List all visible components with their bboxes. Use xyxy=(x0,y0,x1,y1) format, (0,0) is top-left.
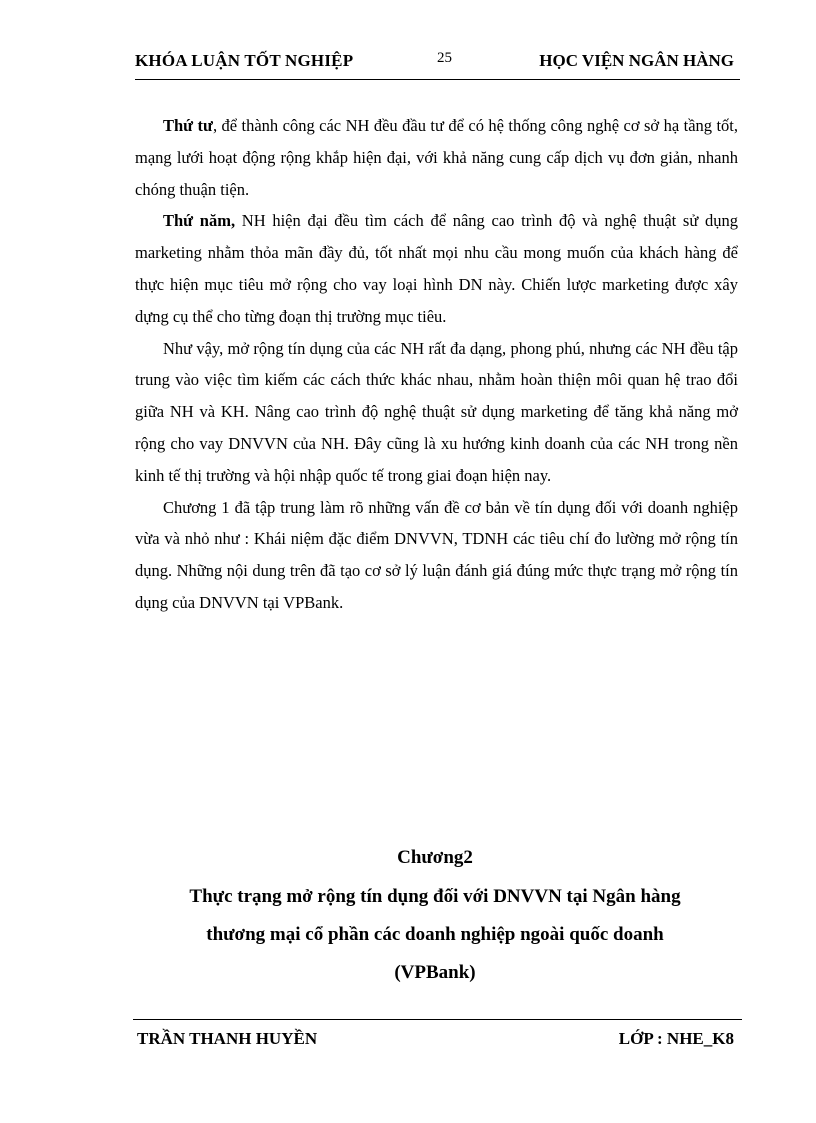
paragraph xyxy=(135,333,738,492)
chapter-heading xyxy=(130,842,740,992)
header-institution: HỌC VIỆN NGÂN HÀNG xyxy=(539,51,734,70)
chapter-title-line: thương mại cổ phần các doanh nghiệp ngoài quốc doanh xyxy=(206,924,664,945)
header-thesis-label: KHÓA LUẬN TỐT NGHIỆP xyxy=(135,51,354,70)
footer-class: LỚP : NHE_K8 xyxy=(618,1029,734,1048)
body-text xyxy=(135,110,738,619)
paragraph xyxy=(135,110,738,205)
page-number: 25 xyxy=(437,50,452,66)
paragraph-text: Như vậy, mở rộng tín dụng của các NH rất đa dạng, phong phú, nhưng các NH đều tập trung vào việc tìm kiếm các cách thức khác nhau, nhằm hoàn thiện môi quan hệ trao đổi giữa NH và KH. Nâng cao trình độ nghệ thuật sử dụng marketing để tăng khả năng mở rộng cho vay DNVVN của NH. Đây cũng là xu hướng kinh doanh của các NH trong nền kinh tế thị trường và hội nhập quốc tế trong giai đoạn hiện nay. xyxy=(135,338,738,485)
paragraph-lead: Thứ tư xyxy=(163,116,213,135)
chapter-title-line: Thực trạng mở rộng tín dụng đối với DNVVN tại Ngân hàng xyxy=(189,886,681,907)
footer-author: TRẦN THANH HUYỀN xyxy=(137,1029,318,1048)
chapter-title xyxy=(130,878,740,992)
paragraph xyxy=(135,492,738,619)
paragraph-text: , để thành công các NH đều đầu tư để có hệ thống công nghệ cơ sở hạ tầng tốt, mạng lưới hoạt động rộng khắp hiện đại, với khả năng cung cấp dịch vụ đơn giản, nhanh chóng thuận tiện. xyxy=(135,116,739,199)
footer-divider xyxy=(133,1019,742,1020)
paragraph-text: Chương 1 đã tập trung làm rõ những vấn đề cơ bản về tín dụng đối với doanh nghiệp vừa và nhỏ như : Khái niệm đặc điểm DNVVN, TDNH các tiêu chí đo lường mở rộng tín dụng. Những nội dung trên đã tạo cơ sở lý luận đánh giá đúng mức thực trạng mở rộng tín dụng của DNVVN tại VPBank. xyxy=(135,497,738,612)
paragraph-text: NH hiện đại đều tìm cách để nâng cao trình độ và nghệ thuật sử dụng marketing nhằm thỏa mãn đầy đủ, tốt nhất mọi nhu cầu mong muốn của khách hàng để thực hiện mục tiêu mở rộng cho vay loại hình DN này. Chiến lược marketing được xây dựng cụ thể cho từng đoạn thị trường mục tiêu. xyxy=(135,211,738,326)
page-header xyxy=(135,47,740,80)
paragraph xyxy=(135,205,738,332)
paragraph-lead: Thứ năm, xyxy=(163,211,236,231)
chapter-number: Chương2 xyxy=(397,847,473,868)
chapter-title-line: (VPBank) xyxy=(394,962,476,983)
